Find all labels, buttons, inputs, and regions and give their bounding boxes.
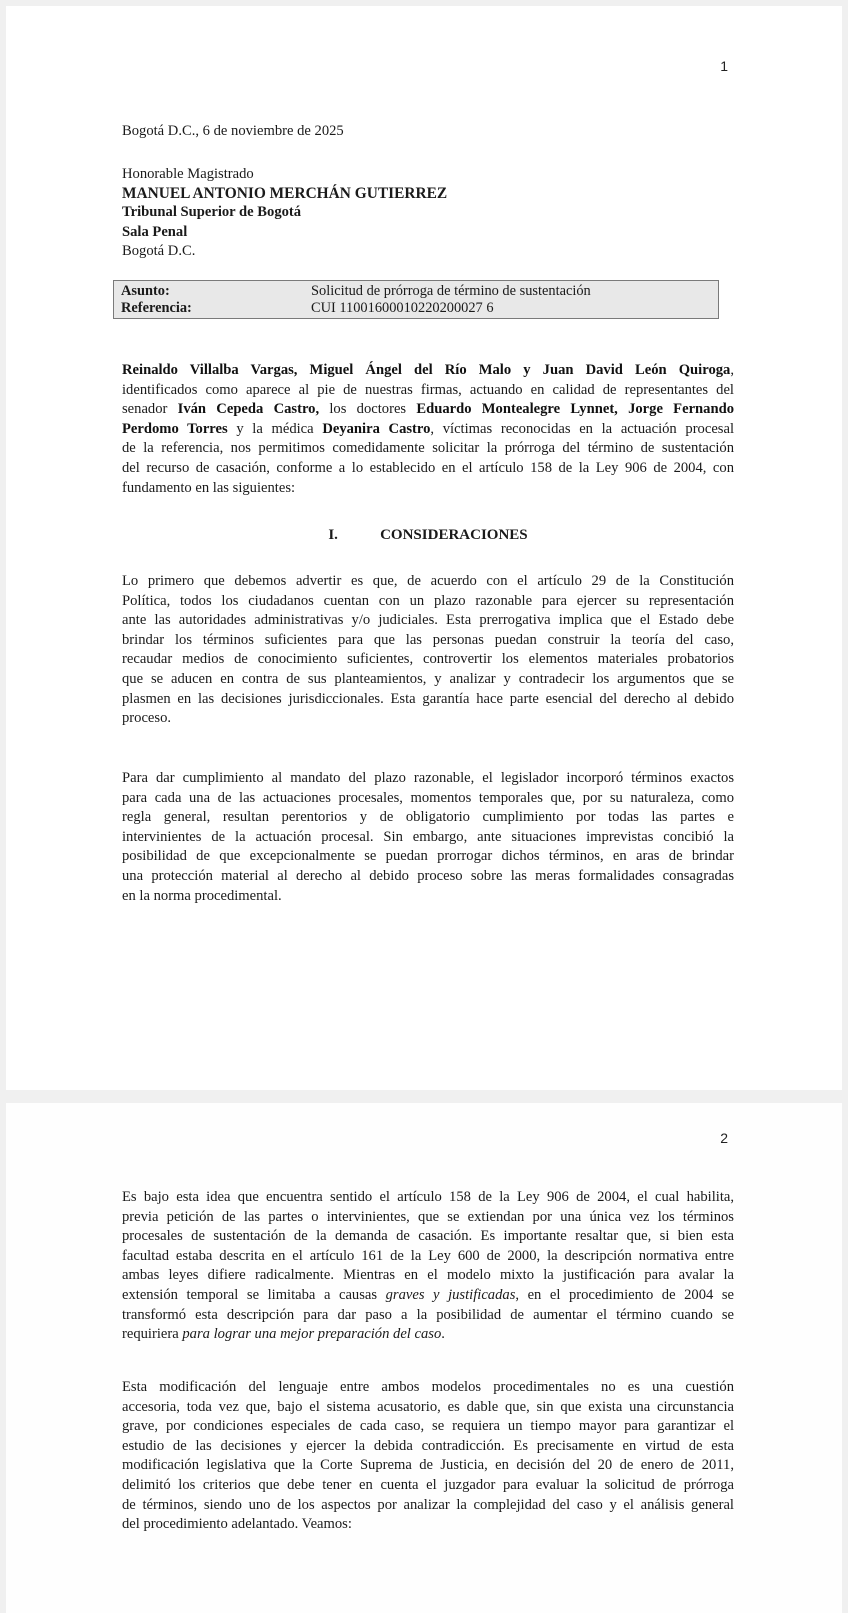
page-number: 1 [720, 58, 728, 74]
paragraph-line: recaudar medios de conocimiento suficientes, controvertir los elementos materiales probatorios [122, 651, 734, 668]
italic-text: graves y justificadas [385, 1286, 516, 1303]
text-run: procesales de sustentación de la demanda de casación. Es importante resaltar que, si bien esta [122, 1228, 734, 1245]
bold-text: Deyanira Castro [322, 420, 431, 437]
paragraph-line [122, 1286, 734, 1306]
paragraph-line: accesoria, toda vez que, bajo el sistema acusatorio, es dable que, sin que exista una circunstancia [122, 1398, 734, 1415]
text-run: los doctores [319, 401, 417, 418]
document-page-1 [6, 6, 842, 1090]
addressee-court: Tribunal Superior de Bogotá [122, 204, 302, 221]
paragraph-line: modificación legislativa que la Corte Suprema de Justicia, en decisión del 20 de enero de 2011, [122, 1457, 734, 1474]
paragraph-line: del procedimiento adelantado. Veamos: [122, 1516, 352, 1533]
subject-label: Asunto: [121, 283, 170, 299]
subject-value: Solicitud de prórroga de término de sustentación [311, 283, 591, 299]
text-run: identificados como aparece al pie de nuestras firmas, actuando en calidad de representantes del [122, 381, 734, 398]
paragraph-line: delimitó los criterios que debe tener en cuenta el juzgador para evaluar la solicitud de prórroga [122, 1476, 734, 1493]
paragraph-line: posibilidad de que excepcionalmente se puedan prorrogar dichos términos, en aras de brindar [122, 848, 734, 865]
paragraph-line [122, 1227, 734, 1247]
date-line: Bogotá D.C., 6 de noviembre de 2025 [122, 123, 344, 139]
addressee-salutation: Honorable Magistrado [122, 166, 254, 182]
bold-text: Iván Cepeda Castro, [177, 401, 320, 418]
text-run: . [441, 1326, 445, 1343]
bold-text: Reinaldo Villalba Vargas, Miguel Ángel del Río Malo y Juan David León Quiroga [122, 362, 731, 378]
paragraph-line: estudio de las decisiones y ejercer la debida contradicción. Es precisamente en virtud de esta [122, 1437, 734, 1454]
paragraph-line [122, 1208, 734, 1228]
paragraph-line [122, 420, 734, 440]
paragraph-line [122, 479, 734, 499]
paragraph-line [122, 1266, 734, 1286]
paragraph-line [122, 459, 734, 479]
text-run: y la médica [227, 420, 323, 437]
bold-text: Perdomo Torres [122, 420, 228, 437]
paragraph-line: proceso. [122, 710, 172, 727]
text-run: senador [122, 401, 178, 418]
subject-box [113, 280, 719, 319]
text-run: transformó esta descripción para dar paso a la posibilidad de aumentar el término cuando se [122, 1306, 734, 1323]
paragraph-line: regla general, resultan perentorios y de obligatorio cumplimiento por todas las partes e [122, 809, 734, 826]
paragraph-line: Política, todos los ciudadanos cuentan con un plazo razonable para ejercer su representación [122, 592, 734, 609]
paragraph-1 [122, 572, 734, 729]
paragraph-line: para cada una de las actuaciones procesales, momentos temporales que, por su naturaleza, como [122, 789, 734, 806]
addressee-chamber: Sala Penal [122, 223, 188, 240]
paragraph-line: en la norma procedimental. [122, 887, 282, 904]
paragraph-line: brindar los términos suficientes para que las personas puedan construir la teoría del caso, [122, 631, 734, 648]
paragraph-line: una protección material al derecho al debido proceso sobre las meras formalidades consagradas [122, 867, 734, 884]
paragraph-line [122, 1306, 734, 1326]
addressee-city: Bogotá D.C. [122, 242, 196, 259]
paragraph-2 [122, 769, 734, 906]
section-title: CONSIDERACIONES [380, 527, 528, 543]
subject-row-asunto [114, 283, 718, 300]
paragraph-line [122, 439, 734, 459]
subject-row-referencia [114, 300, 718, 317]
paragraph-line [122, 361, 734, 381]
paragraph-line: grave, por condiciones especiales de cada caso, se requiera un tiempo mayor para garantizar el [122, 1418, 734, 1435]
paragraph-line: ante las autoridades administrativas y/o judiciales. Esta prerrogativa implica que el Estado debe [122, 612, 734, 629]
section-number: I. [328, 527, 338, 543]
paragraph-line [122, 1325, 734, 1345]
page-number: 2 [720, 1130, 728, 1146]
text-run: de la referencia, nos permitimos comedidamente solicitar la prórroga del término de sustentación [122, 440, 734, 457]
paragraph-4 [122, 1378, 734, 1535]
paragraph-3 [122, 1188, 734, 1345]
bold-text: Eduardo Montealegre Lynnet, Jorge Fernando [416, 401, 734, 418]
text-run: , víctimas reconocidas en la actuación procesal [430, 420, 735, 437]
addressee-name: MANUEL ANTONIO MERCHÁN GUTIERREZ [122, 185, 448, 203]
text-run: ambas leyes difiere radicalmente. Mientras en el modelo mixto la justificación para avalar la [122, 1267, 734, 1284]
paragraph-line [122, 400, 734, 420]
text-run: del recurso de casación, conforme a lo establecido en el artículo 158 de la Ley 906 de 2004, con [122, 459, 734, 476]
text-run: previa petición de las partes o intervinientes, que se extiendan por una única vez los términos [122, 1208, 734, 1225]
paragraph-line [122, 1247, 734, 1267]
text-run: extensión temporal se limitaba a causas [122, 1286, 386, 1303]
reference-value: CUI 11001600010220200027 6 [311, 300, 494, 316]
paragraph-line: de términos, siendo uno de los aspectos por analizar la complejidad del caso y el análisis general [122, 1496, 734, 1513]
reference-label: Referencia: [121, 300, 192, 316]
paragraph-line: intervinientes de la actuación procesal. Sin embargo, ante situaciones imprevistas concibió la [122, 828, 734, 845]
text-run: , [730, 362, 734, 378]
text-run: facultad estaba descrita en el artículo 161 de la Ley 600 de 2000, la descripción normativa entre [122, 1247, 734, 1264]
text-run: requiriera [122, 1326, 183, 1343]
text-run: , en el procedimiento de 2004 se [515, 1286, 735, 1303]
paragraph-line: Esta modificación del lenguaje entre ambos modelos procedimentales no es una cuestión [122, 1379, 734, 1395]
paragraph-line: plasmen en las decisiones jurisdiccionales. Esta garantía hace parte esencial del derecho al debido [122, 690, 734, 707]
paragraph-line: Lo primero que debemos advertir es que, de acuerdo con el artículo 29 de la Constitución [122, 573, 734, 589]
paragraph-line [122, 1188, 734, 1208]
section-heading [122, 527, 734, 544]
text-run: Es bajo esta idea que encuentra sentido el artículo 158 de la Ley 906 de 2004, el cual habilita, [122, 1189, 734, 1205]
addressee-block [122, 165, 447, 261]
text-run: fundamento en las siguientes: [122, 479, 296, 496]
paragraph-line: Para dar cumplimiento al mandato del plazo razonable, el legislador incorporó términos exactos [122, 770, 734, 786]
document-page-2 [6, 1103, 842, 1613]
paragraph-line: que se aducen en contra de sus planteamientos, y analizar y contradecir los argumentos que se [122, 670, 734, 687]
intro-paragraph [122, 361, 734, 498]
italic-text: para lograr una mejor preparación del caso [182, 1326, 442, 1343]
paragraph-line [122, 381, 734, 401]
